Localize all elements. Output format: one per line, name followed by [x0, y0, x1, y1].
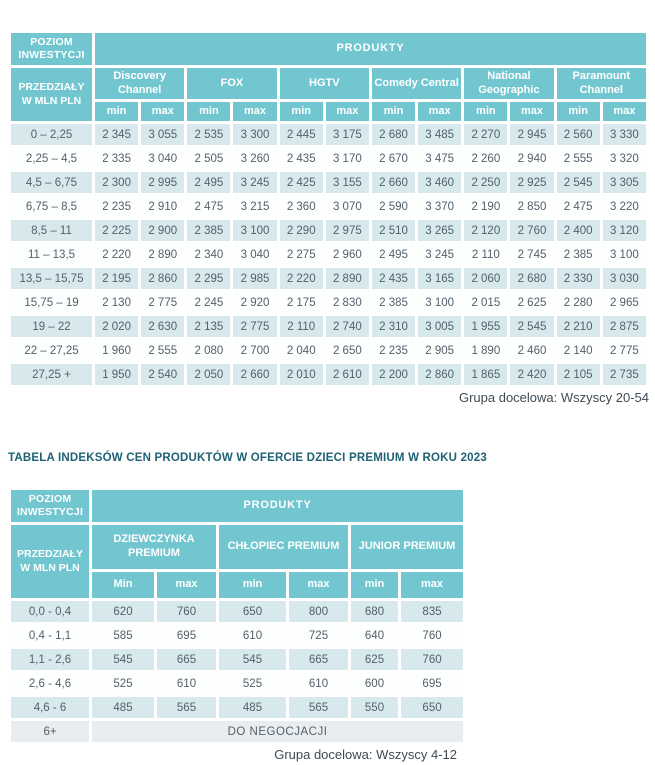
price-value: 2 680	[510, 268, 553, 289]
price-value: 2 060	[464, 268, 507, 289]
price-value: 2 735	[603, 364, 646, 385]
price-value: 2 010	[280, 364, 323, 385]
product-column-header: FOX	[187, 68, 276, 99]
price-value: 1 890	[464, 340, 507, 361]
table-row	[11, 697, 463, 718]
products-price-table-20-54	[8, 30, 649, 388]
przedzialy-header: PRZEDZIAŁY W MLN PLN	[11, 525, 89, 598]
price-value: 1 865	[464, 364, 507, 385]
price-value: 2 560	[557, 124, 600, 145]
price-value: 3 245	[233, 172, 276, 193]
price-value: 2 435	[372, 268, 415, 289]
price-value: 2 995	[141, 172, 184, 193]
product-column-header: National Geographic	[464, 68, 553, 99]
price-value: 2 540	[141, 364, 184, 385]
price-value: 2 245	[187, 292, 230, 313]
price-value: 600	[351, 673, 398, 694]
price-value: 2 260	[464, 148, 507, 169]
price-value: 2 110	[464, 244, 507, 265]
price-value: 2 460	[510, 340, 553, 361]
price-value: 3 460	[418, 172, 461, 193]
price-value: 3 485	[418, 124, 461, 145]
price-value: 2 545	[510, 316, 553, 337]
price-value: 800	[289, 601, 348, 622]
minmax-header: min	[351, 572, 398, 598]
price-value: 565	[289, 697, 348, 718]
price-value: 2 775	[603, 340, 646, 361]
investment-range: 2,25 – 4,5	[11, 148, 92, 169]
table-row	[11, 673, 463, 694]
price-value: 2 630	[141, 316, 184, 337]
price-value: 2 280	[557, 292, 600, 313]
header-row-top	[11, 490, 463, 522]
minmax-header: max	[141, 102, 184, 121]
header-row-minmax	[11, 102, 646, 121]
investment-range: 11 – 13,5	[11, 244, 92, 265]
minmax-header: max	[157, 572, 216, 598]
price-value: 2 420	[510, 364, 553, 385]
price-value: 3 370	[418, 196, 461, 217]
price-value: 2 510	[372, 220, 415, 241]
price-value: 2 745	[510, 244, 553, 265]
investment-range: 0,4 - 1,1	[11, 625, 89, 646]
investment-range: 19 – 22	[11, 316, 92, 337]
price-value: 625	[351, 649, 398, 670]
przedzialy-header: PRZEDZIAŁY W MLN PLN	[11, 68, 92, 121]
investment-range: 6,75 – 8,5	[11, 196, 92, 217]
price-value: 2 105	[557, 364, 600, 385]
price-value: 835	[401, 601, 463, 622]
price-value: 2 425	[280, 172, 323, 193]
price-value: 3 040	[141, 148, 184, 169]
price-value: 2 860	[418, 364, 461, 385]
price-value: 2 590	[372, 196, 415, 217]
minmax-header: min	[557, 102, 600, 121]
price-value: 2 220	[280, 268, 323, 289]
table-row	[11, 196, 646, 217]
price-value: 3 100	[603, 244, 646, 265]
price-value: 610	[157, 673, 216, 694]
investment-range: 0 – 2,25	[11, 124, 92, 145]
price-value: 3 170	[326, 148, 369, 169]
investment-range: 13,5 – 15,75	[11, 268, 92, 289]
price-value: 3 070	[326, 196, 369, 217]
price-value: 2 015	[464, 292, 507, 313]
price-value: 3 220	[603, 196, 646, 217]
minmax-header: max	[603, 102, 646, 121]
header-row-products	[11, 525, 463, 569]
negotiation-row	[11, 721, 463, 742]
price-value: 650	[219, 601, 286, 622]
price-value: 2 445	[280, 124, 323, 145]
price-value: 3 305	[603, 172, 646, 193]
price-value: 2 295	[187, 268, 230, 289]
price-value: 3 155	[326, 172, 369, 193]
price-value: 545	[219, 649, 286, 670]
price-value: 2 975	[326, 220, 369, 241]
price-value: 2 210	[557, 316, 600, 337]
price-value: 3 260	[233, 148, 276, 169]
minmax-header: min	[219, 572, 286, 598]
minmax-header: max	[418, 102, 461, 121]
product-column-header: Discovery Channel	[95, 68, 184, 99]
price-value: 680	[351, 601, 398, 622]
price-value: 2 875	[603, 316, 646, 337]
price-value: 2 495	[372, 244, 415, 265]
header-row-top	[11, 33, 646, 65]
product-column-header: Paramount Channel	[557, 68, 646, 99]
investment-range: 4,5 – 6,75	[11, 172, 92, 193]
price-value: 2 050	[187, 364, 230, 385]
price-value: 1 950	[95, 364, 138, 385]
investment-range: 0,0 - 0,4	[11, 601, 89, 622]
price-value: 2 345	[95, 124, 138, 145]
table-row	[11, 649, 463, 670]
price-value: 620	[92, 601, 154, 622]
price-value: 2 910	[141, 196, 184, 217]
target-group-note-4-12: Grupa docelowa: Wszyscy 4-12	[274, 747, 457, 762]
price-value: 2 965	[603, 292, 646, 313]
products-price-table-kids	[8, 487, 466, 745]
price-value: 3 475	[418, 148, 461, 169]
price-value: 2 140	[557, 340, 600, 361]
section-title-kids-premium: TABELA INDEKSÓW CEN PRODUKTÓW W OFERCIE DZIECI PREMIUM W ROKU 2023	[8, 452, 487, 464]
price-value: 2 225	[95, 220, 138, 241]
table-row	[11, 340, 646, 361]
target-group-note-20-54: Grupa docelowa: Wszyscy 20-54	[458, 390, 649, 405]
price-value: 2 310	[372, 316, 415, 337]
price-value: 2 660	[233, 364, 276, 385]
price-value: 550	[351, 697, 398, 718]
minmax-header: min	[95, 102, 138, 121]
product-column-header: HGTV	[280, 68, 369, 99]
price-value: 2 220	[95, 244, 138, 265]
price-value: 2 270	[464, 124, 507, 145]
minmax-header: max	[233, 102, 276, 121]
price-value: 665	[157, 649, 216, 670]
price-value: 485	[219, 697, 286, 718]
price-value: 3 005	[418, 316, 461, 337]
price-value: 2 120	[464, 220, 507, 241]
price-value: 3 165	[418, 268, 461, 289]
poziom-inwestycji-header: POZIOM INWESTYCJI	[11, 490, 89, 522]
price-value: 3 320	[603, 148, 646, 169]
price-value: 2 250	[464, 172, 507, 193]
price-value: 2 890	[326, 268, 369, 289]
price-value: 2 300	[95, 172, 138, 193]
price-value: 2 385	[372, 292, 415, 313]
price-value: 2 610	[326, 364, 369, 385]
price-value: 2 360	[280, 196, 323, 217]
table-row	[11, 124, 646, 145]
price-value: 2 960	[326, 244, 369, 265]
price-value: 3 100	[233, 220, 276, 241]
produkty-header: PRODUKTY	[92, 490, 463, 522]
price-value: 2 775	[233, 316, 276, 337]
price-value: 2 175	[280, 292, 323, 313]
price-value: 2 535	[187, 124, 230, 145]
price-value: 2 740	[326, 316, 369, 337]
price-value: 2 275	[280, 244, 323, 265]
price-value: 2 850	[510, 196, 553, 217]
price-value: 610	[219, 625, 286, 646]
price-value: 725	[289, 625, 348, 646]
price-value: 695	[401, 673, 463, 694]
header-row-channels	[11, 68, 646, 99]
table-row	[11, 364, 646, 385]
price-value: 2 190	[464, 196, 507, 217]
table-row	[11, 268, 646, 289]
price-value: 485	[92, 697, 154, 718]
price-value: 2 680	[372, 124, 415, 145]
price-value: 2 080	[187, 340, 230, 361]
price-value: 2 670	[372, 148, 415, 169]
price-value: 2 020	[95, 316, 138, 337]
price-value: 2 135	[187, 316, 230, 337]
price-value: 3 265	[418, 220, 461, 241]
price-value: 2 905	[418, 340, 461, 361]
price-value: 545	[92, 649, 154, 670]
product-column-header: JUNIOR PREMIUM	[351, 525, 463, 569]
investment-range: 22 – 27,25	[11, 340, 92, 361]
negotiation-label: DO NEGOCJACJI	[92, 721, 463, 742]
minmax-header: max	[510, 102, 553, 121]
price-value: 2 505	[187, 148, 230, 169]
price-value: 2 495	[187, 172, 230, 193]
price-value: 2 330	[557, 268, 600, 289]
price-value: 2 775	[141, 292, 184, 313]
investment-range: 15,75 – 19	[11, 292, 92, 313]
table-row	[11, 292, 646, 313]
investment-range: 4,6 - 6	[11, 697, 89, 718]
price-value: 2 200	[372, 364, 415, 385]
price-value: 650	[401, 697, 463, 718]
price-value: 2 475	[557, 196, 600, 217]
price-value: 2 335	[95, 148, 138, 169]
price-value: 760	[401, 649, 463, 670]
price-value: 3 055	[141, 124, 184, 145]
price-value: 610	[289, 673, 348, 694]
investment-range: 1,1 - 2,6	[11, 649, 89, 670]
price-value: 525	[92, 673, 154, 694]
price-value: 1 955	[464, 316, 507, 337]
price-value: 3 215	[233, 196, 276, 217]
price-value: 2 925	[510, 172, 553, 193]
price-value: 3 100	[418, 292, 461, 313]
price-value: 2 195	[95, 268, 138, 289]
price-value: 2 435	[280, 148, 323, 169]
investment-range: 6+	[11, 721, 89, 742]
price-value: 2 940	[510, 148, 553, 169]
price-value: 2 475	[187, 196, 230, 217]
price-value: 2 235	[95, 196, 138, 217]
price-value: 2 340	[187, 244, 230, 265]
minmax-header: min	[372, 102, 415, 121]
minmax-header: min	[464, 102, 507, 121]
price-value: 2 900	[141, 220, 184, 241]
price-value: 760	[401, 625, 463, 646]
price-value: 2 760	[510, 220, 553, 241]
price-value: 3 300	[233, 124, 276, 145]
poziom-inwestycji-header: POZIOM INWESTYCJI	[11, 33, 92, 65]
minmax-header: max	[326, 102, 369, 121]
price-value: 665	[289, 649, 348, 670]
price-value: 2 700	[233, 340, 276, 361]
price-value: 640	[351, 625, 398, 646]
table-row	[11, 601, 463, 622]
price-value: 2 235	[372, 340, 415, 361]
minmax-header: max	[401, 572, 463, 598]
table-row	[11, 316, 646, 337]
price-value: 2 945	[510, 124, 553, 145]
price-value: 3 120	[603, 220, 646, 241]
product-column-header: DZIEWCZYNKA PREMIUM	[92, 525, 216, 569]
investment-range: 27,25 +	[11, 364, 92, 385]
price-value: 695	[157, 625, 216, 646]
table-row	[11, 172, 646, 193]
price-value: 2 625	[510, 292, 553, 313]
price-value: 2 860	[141, 268, 184, 289]
price-value: 565	[157, 697, 216, 718]
table-row	[11, 244, 646, 265]
minmax-header: min	[280, 102, 323, 121]
price-value: 3 245	[418, 244, 461, 265]
table-row	[11, 220, 646, 241]
minmax-header: min	[187, 102, 230, 121]
price-value: 2 830	[326, 292, 369, 313]
price-value: 2 110	[280, 316, 323, 337]
price-value: 525	[219, 673, 286, 694]
price-value: 2 290	[280, 220, 323, 241]
price-value: 3 175	[326, 124, 369, 145]
minmax-header: max	[289, 572, 348, 598]
price-value: 2 650	[326, 340, 369, 361]
produkty-header: PRODUKTY	[95, 33, 646, 65]
price-value: 2 555	[557, 148, 600, 169]
price-value: 760	[157, 601, 216, 622]
price-value: 2 400	[557, 220, 600, 241]
investment-range: 8,5 – 11	[11, 220, 92, 241]
price-value: 3 330	[603, 124, 646, 145]
price-value: 2 555	[141, 340, 184, 361]
price-value: 2 890	[141, 244, 184, 265]
price-value: 3 040	[233, 244, 276, 265]
minmax-header: Min	[92, 572, 154, 598]
price-value: 585	[92, 625, 154, 646]
price-value: 2 985	[233, 268, 276, 289]
price-value: 2 545	[557, 172, 600, 193]
table-row	[11, 148, 646, 169]
price-value: 2 660	[372, 172, 415, 193]
investment-range: 2,6 - 4,6	[11, 673, 89, 694]
price-value: 2 130	[95, 292, 138, 313]
price-value: 2 920	[233, 292, 276, 313]
product-column-header: Comedy Central	[372, 68, 461, 99]
price-value: 2 385	[187, 220, 230, 241]
table-row	[11, 625, 463, 646]
price-value: 2 385	[557, 244, 600, 265]
price-value: 2 040	[280, 340, 323, 361]
product-column-header: CHŁOPIEC PREMIUM	[219, 525, 348, 569]
price-value: 1 960	[95, 340, 138, 361]
price-value: 3 030	[603, 268, 646, 289]
